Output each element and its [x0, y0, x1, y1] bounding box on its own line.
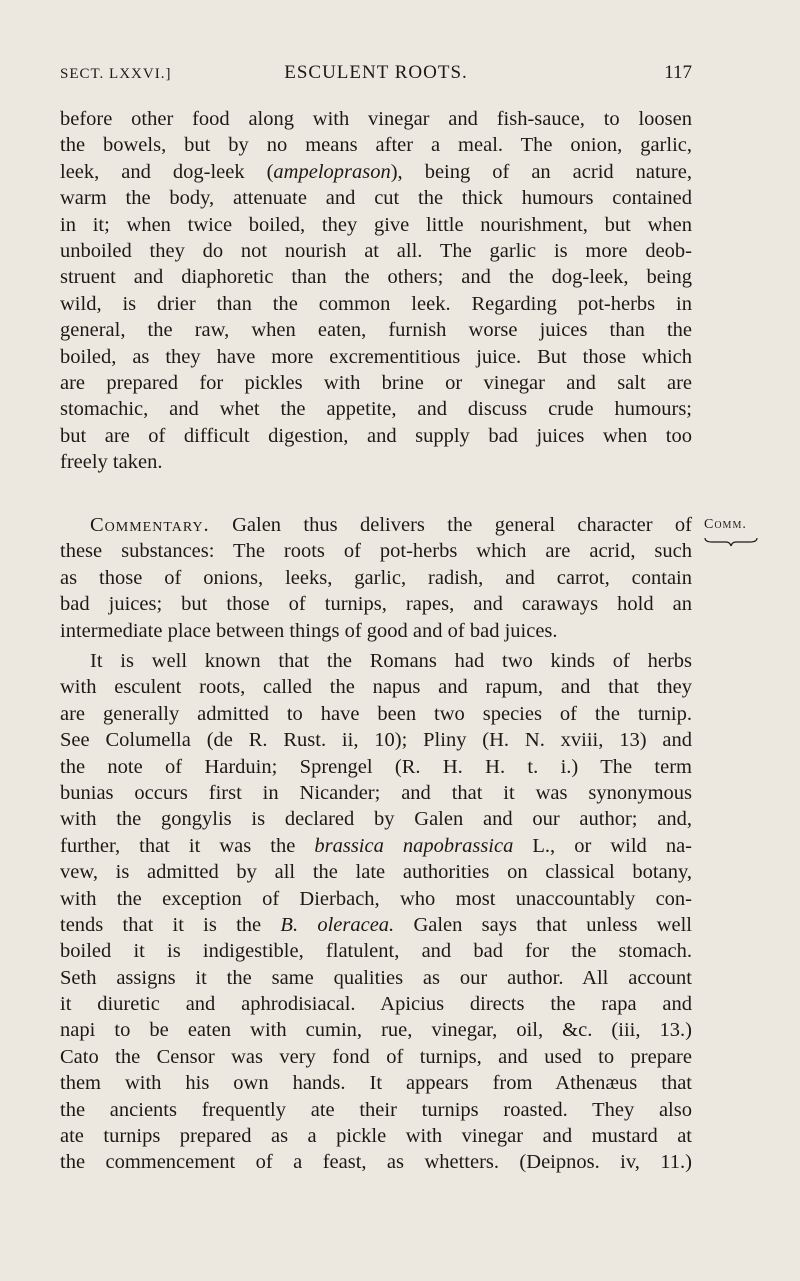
text-line: before other food along with vinegar and fish-sauce, to loosen [60, 108, 692, 130]
paragraph-text [60, 106, 692, 475]
text-line: bad juices; but those of turnips, rapes, and caraways hold an [60, 593, 692, 616]
text-line: are prepared for pickles with brine or vinegar and salt are [60, 371, 692, 394]
text-line: with the gongylis is declared by Galen and our author; and, [60, 808, 692, 831]
brace-icon [704, 537, 758, 547]
commentary-paragraph [60, 512, 692, 644]
text-line: warm the body, attenuate and cut the thick humours contained [60, 187, 692, 210]
text-span: Galen says that unless well [413, 913, 693, 936]
commentary-label: Commentary. [90, 514, 210, 536]
text-line: them with his own hands. It appears from Athenæus that [60, 1072, 692, 1095]
text-line: it diuretic and aphrodisiacal. Apicius directs the rapa and [60, 993, 692, 1016]
text-line: with the exception of Dierbach, who most unaccountably con- [60, 887, 692, 910]
text-span: L., or wild na- [532, 834, 692, 857]
margin-label: Comm. [704, 517, 747, 532]
text-line: as those of onions, leeks, garlic, radish, and carrot, contain [60, 566, 692, 589]
section-label: SECT. LXXVI.] [60, 66, 172, 82]
text-line: general, the raw, when eaten, furnish worse juices than the [60, 319, 692, 342]
text-span: tends that it is the [60, 913, 262, 936]
text-line: bunias occurs first in Nicander; and that it was synonymous [60, 781, 692, 804]
text-line: stomachic, and whet the appetite, and discuss crude humours; [60, 398, 692, 421]
text-line: freely taken. [60, 451, 163, 474]
text-line: boiled, as they have more excrementitious juice. But those which [60, 345, 692, 368]
text-line: Seth assigns it the same qualities as our author. All account [60, 966, 692, 989]
text-line: See Columella (de R. Rust. ii, 10); Pliny (H. N. xviii, 13) and [60, 729, 692, 752]
text-line: the ancients frequently ate their turnips roasted. They also [60, 1098, 692, 1121]
italic-term: ampeloprason [273, 160, 391, 183]
italic-term: B. oleracea. [280, 913, 395, 936]
text-line: are generally admitted to have been two species of the turnip. [60, 702, 692, 725]
text-line: ate turnips prepared as a pickle with vinegar and mustard at [60, 1125, 692, 1148]
text-line: Cato the Censor was very fond of turnips, and used to prepare [60, 1045, 692, 1068]
text-line: unboiled they do not nourish at all. The garlic is more deob- [60, 239, 692, 262]
text-line: intermediate place between things of good and of bad juices. [60, 619, 558, 642]
text-line [60, 833, 692, 859]
text-line: napi to be eaten with cumin, rue, vinegar, oil, &c. (iii, 13.) [60, 1019, 692, 1042]
text-line: but are of difficult digestion, and supply bad juices when too [60, 424, 692, 447]
running-header [60, 62, 692, 86]
paragraph-text [60, 648, 692, 1176]
text-line [60, 159, 692, 185]
page-title: ESCULENT ROOTS. [284, 62, 468, 83]
text-line: It is well known that the Romans had two kinds of herbs [90, 650, 692, 672]
text-span: further, that it was the [60, 834, 296, 857]
margin-note [704, 515, 774, 547]
italic-term: brassica napobrassica [314, 834, 514, 857]
text-line: these substances: The roots of pot-herbs which are acrid, such [60, 540, 692, 563]
text-span: ), being of an acrid nature, [390, 160, 692, 183]
page-number: 117 [664, 62, 692, 83]
text-span: Galen thus delivers the general character of [232, 514, 692, 536]
text-line: the commencement of a feast, as whetters. (Deipnos. iv, 11.) [60, 1151, 692, 1174]
text-line: with esculent roots, called the napus and rapum, and that they [60, 676, 692, 699]
text-span: leek, and dog-leek ( [60, 160, 274, 183]
text-line [60, 912, 692, 938]
text-line: struent and diaphoretic than the others; and the dog-leek, being [60, 266, 692, 289]
text-line: the note of Harduin; Sprengel (R. H. H. t. i.) The term [60, 755, 692, 778]
text-line: wild, is drier than the common leek. Regarding pot-herbs in [60, 292, 692, 315]
text-line [60, 512, 692, 538]
text-line: the bowels, but by no means after a meal. The onion, garlic, [60, 134, 692, 157]
text-line: vew, is admitted by all the late authorities on classical botany, [60, 861, 692, 884]
text-line: in it; when twice boiled, they give little nourishment, but when [60, 213, 692, 236]
text-line: boiled it is indigestible, flatulent, and bad for the stomach. [60, 940, 692, 963]
